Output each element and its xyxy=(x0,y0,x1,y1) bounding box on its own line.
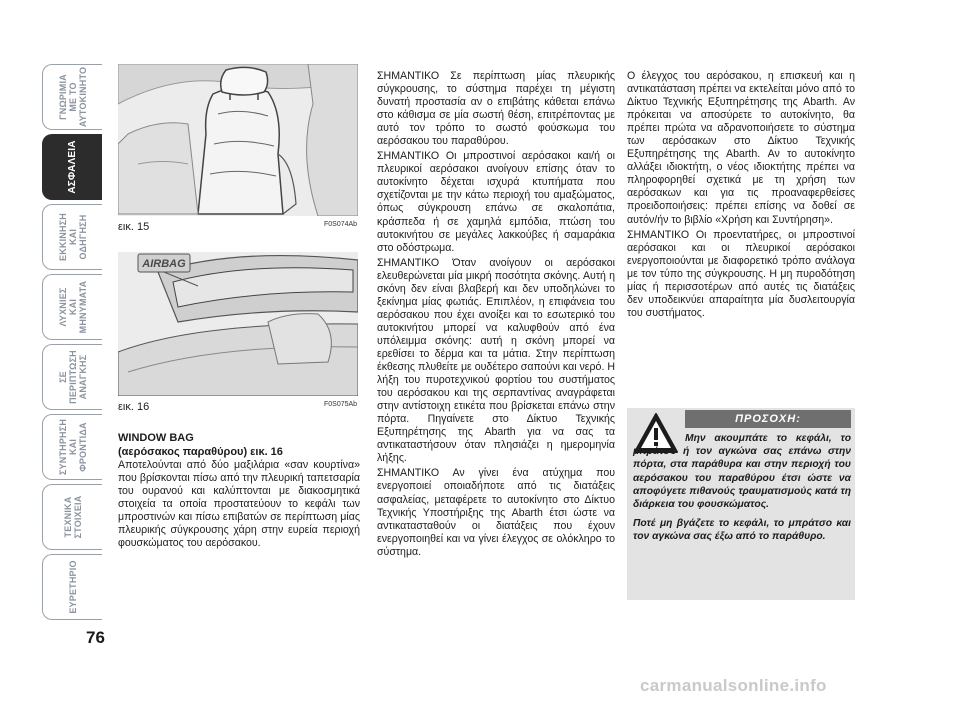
airbag-badge-text: AIRBAG xyxy=(142,258,186,270)
tab-safety[interactable] xyxy=(42,134,102,200)
section-heading: WINDOW BAG xyxy=(118,432,194,444)
tab-label: ΤΕΧΝΙΚΑ ΣΤΟΙΧΕΙΑ xyxy=(62,495,83,539)
warning-box xyxy=(627,408,855,600)
page-number: 76 xyxy=(86,628,105,647)
tab-label: ΓΝΩΡΙΜΙΑ ΜΕ ΤΟ ΑΥΤΟΚΙΝΗΤΟ xyxy=(57,66,88,128)
tab-emergency[interactable] xyxy=(42,344,102,410)
figure-15-caption: εικ. 15 xyxy=(118,221,150,233)
paragraph-important-3: ΣΗΜΑΝΤΙΚΟ Όταν ανοίγουν οι αερόσακοι ελευθερώνεται μία μικρή ποσότητα σκόνης. Αυτή η σκόνη δεν είναι βλαβερή και δεν υποδηλώνει το ξεκίνημα μίας φωτιάς. Επιπλέον, η επιφάνεια του αερόσακου που έχει ανοίξει και το εσωτερικό του αυτοκινήτου μπορεί να καλυφθούν από ένα υπόλειμμα σκόνης: αυτή η σκόνη μπορεί να ερεθίσει το δέρμα και τα μάτια. Στην περίπτωση έκθεσης πλυθείτε με ουδέτερο σαπούνι και νερό. Η λήξη του πυροτεχνικού φορτίου του συστήματος του αερόσακου και της σερπαντίνας αναγράφεται στην αντίστοιχη ετικέτα που βρίσκεται επάνω στην πόρτα. Πηγαίνετε στο Δίκτυο Τεχνικής Εξυπηρέτησης της Abarth για να σας τα αντικαταστήσουν όταν πλησιάζει η ημερομηνία λήξης. xyxy=(377,256,615,465)
paragraph-important-2: ΣΗΜΑΝΤΙΚΟ Οι μπροστινοί αερόσακοι και/ή οι πλευρικοί αερόσακοι ανοίγουν επίσης όταν το αυτοκίνητο δέχεται ισχυρά κτυπήματα που σχετίζονται με την κάτω περιοχή του αμαξώματος, όπως σύγκρουση επάνω σε σκαλοπάτια, κράσπεδα ή σε χαμηλά εμπόδια, πτώση του αυτοκινήτου σε μεγάλες λακκούβες ή σαμαράκια στο οδόστρωμα. xyxy=(377,150,615,254)
tab-label: ΕΚΚΙΝΗΣΗ ΚΑΙ ΟΔΗΓΗΣΗ xyxy=(57,212,88,262)
figure-16-caption: εικ. 16 xyxy=(118,401,150,413)
window-bag-section xyxy=(118,431,360,552)
section-subheading: (αερόσακος παραθύρου) εικ. 16 xyxy=(118,446,283,458)
paragraph-important-5: ΣΗΜΑΝΤΙΚΟ Οι προεντατήρες, οι μπροστινοί αερόσακοι και οι πλευρικοί αερόσακοι ενεργοποιούνται με διαφορετικό τρόπο ανάλογα με τον τύπο της σύγκρουσης. Η μη πυροδότηση μίας ή περισσοτέρων από αυτές τις διατάξεις δεν υποδεικνύει απαραίτητα μία δυσλειτουργία του συστήματος. xyxy=(627,228,855,319)
tab-maintenance[interactable] xyxy=(42,414,102,480)
figure-16-window-bag-illustration xyxy=(118,252,358,396)
right-column xyxy=(627,70,855,322)
warning-paragraph-2: Ποτέ μη βγάζετε το κεφάλι, το μπράτσο και τον αγκώνα σας έξω από το παράθυρο. xyxy=(633,518,851,543)
paragraph-important-1: ΣΗΜΑΝΤΙΚΟ Σε περίπτωση μίας πλευρικής σύγκρουσης, το σύστημα παρέχει τη μέγιστη δυνατή προστασία αν ο επιβάτης κάθεται επάνω στο κάθισμα σε μία σωστή θέση, επιτρέποντας με αυτό τον τρόπο το σωστό φούσκωμα του αερόσακου του παραθύρου. xyxy=(377,70,615,148)
figure-15-code: F0S074Ab xyxy=(324,221,358,228)
tab-warning-lights[interactable] xyxy=(42,274,102,340)
watermark: carmanualsonline.info xyxy=(640,676,827,695)
section-body: Αποτελούνται από δύο μαξιλάρια «σαν κουρτίνα» που βρίσκονται πίσω από την πλευρική ταπετσαρία του ουρανού και καλύπτονται με διακοσμητικά στοιχεία τα οποία προστατεύουν το κεφάλι των μπροστινών και πίσω επιβατών σε περίπτωση μίας πλευρικής σύγκρουσης χάρη στην ευρεία περιοχή φουσκώματος του αερόσακου. xyxy=(118,459,360,550)
tab-technical-data[interactable] xyxy=(42,484,102,550)
tab-label: ΣΕ ΠΕΡΙΠΤΩΣΗ ΑΝΑΓΚΗΣ xyxy=(57,350,88,404)
middle-column xyxy=(377,70,615,561)
section-tabs xyxy=(42,64,102,624)
tab-starting-driving[interactable] xyxy=(42,204,102,270)
tab-index[interactable] xyxy=(42,554,102,620)
tab-label: ΛΥΧΝΙΕΣ ΚΑΙ ΜΗΝΥΜΑΤΑ xyxy=(57,280,88,334)
tab-label: ΣΥΝΤΗΡΗΣΗ ΚΑΙ ΦΡΟΝΤΙΔΑ xyxy=(57,418,88,476)
warning-title: ΠΡΟΣΟΧΗ: xyxy=(685,410,851,428)
paragraph-important-4: ΣΗΜΑΝΤΙΚΟ Αν γίνει ένα ατύχημα που ενεργοποιεί οποιαδήποτε από τις διατάξεις ασφαλείας, μεταφέρετε το αυτοκίνητο στο Δίκτυο Τεχνικής Υποστήριξης της Abarth έτσι ώστε να αντικατασταθούν οι διατάξεις που έχουν ενεργοποιηθεί και να γίνει έλεγχος σε ολόκληρο το σύστημα. xyxy=(377,467,615,558)
tab-label: ΑΣΦΑΛΕΙΑ xyxy=(66,140,78,194)
warning-paragraph-1: Μην ακουμπάτε το κεφάλι, το μπράτσο ή τον αγκώνα σας επάνω στην πόρτα, στα παράθυρα και στην περιοχή του αερόσακου του παραθύρου έτσι ώστε να αποφύγετε πιθανούς τραυματισμούς κατά τη διάρκεια του φουσκώματος. xyxy=(633,433,851,511)
warning-text xyxy=(633,432,851,550)
figure-16-code: F0S075Ab xyxy=(324,401,358,408)
tab-label: ΕΥΡΕΤΗΡΙΟ xyxy=(67,560,78,614)
figure-15-seat-illustration xyxy=(118,64,358,216)
paragraph-service: Ο έλεγχος του αερόσακου, η επισκευή και η αντικατάσταση πρέπει να εκτελείται μόνο από το Δίκτυο Τεχνικής Εξυπηρέτησης της Abarth. Αν πρόκειται να αποσύρετε το αυτοκίνητο, θα πρέπει πρώτα να αδρανοποιήσετε το σύστημα των αερόσακων στο Δίκτυο Τεχνικής Εξυπηρέτησης της Abarth. Αν το αυτοκίνητο αλλάξει ιδιοκτήτη, ο νέος ιδιοκτήτης πρέπει να πληροφορηθεί σχετικά με τη χρήση των αερόσακων και για τις προαναφερθείσες προειδοποιήσεις: πρέπει επίσης να δοθεί σε αυτόν/ήν το βιβλίο «Χρήση και Συντήρηση». xyxy=(627,70,855,226)
tab-getting-to-know[interactable] xyxy=(42,64,102,130)
